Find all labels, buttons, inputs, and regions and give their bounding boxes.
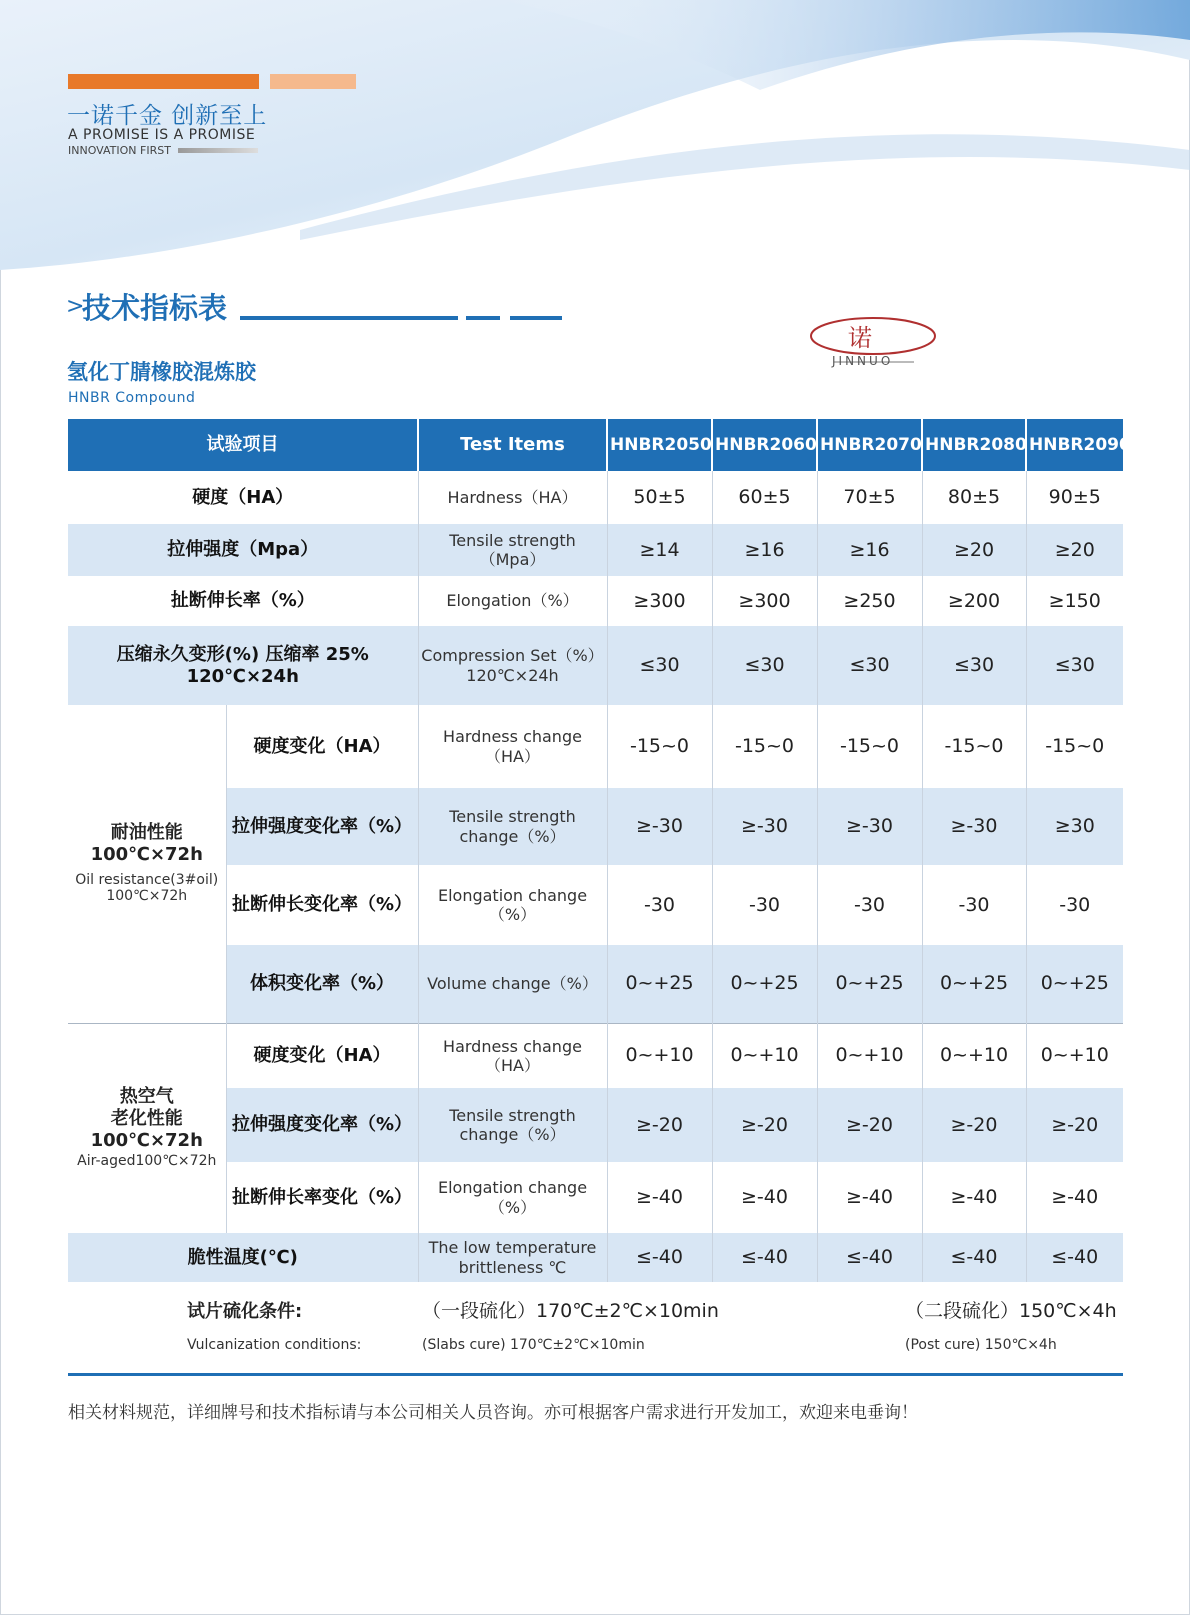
slogan-en-secondary: INNOVATION FIRST: [68, 144, 171, 157]
row-label-cn: 体积变化率（%）: [226, 945, 418, 1023]
row-label-cn: 扯断伸长变化率（%）: [226, 865, 418, 945]
row-label-cn: 拉伸强度（Mpa）: [68, 524, 418, 576]
post-cure-cn: （二段硫化）150℃×4h: [905, 1300, 1117, 1322]
bottom-divider: [68, 1373, 1123, 1376]
chevron-right-icon: >: [66, 294, 85, 319]
post-cure-en: (Post cure) 150℃×4h: [905, 1337, 1057, 1353]
cell-value: ≥-20: [607, 1088, 712, 1162]
section-rule: [240, 316, 458, 320]
header-model: HNBR2050: [607, 419, 712, 471]
row-label-cn: 扯断伸长率（%）: [170, 590, 315, 612]
cell-value: 0~+10: [922, 1023, 1026, 1088]
section-title: 技术指标表: [82, 291, 228, 325]
table-row: [68, 865, 1123, 945]
vulcanization-label-en: Vulcanization conditions:: [187, 1337, 362, 1353]
peach-accent-bar: [270, 74, 356, 89]
cell-value: ≥300: [607, 576, 712, 626]
footer-note: 相关材料规范，详细牌号和技术指标请与本公司相关人员咨询。亦可根据客户需求进行开发加工，欢迎来电垂询！: [68, 1403, 918, 1423]
vulcanization-label-cn: 试片硫化条件:: [187, 1301, 303, 1322]
group-condition: 100℃×72h: [90, 1129, 203, 1151]
slogan-cn: 一诺千金 创新至上: [67, 103, 268, 129]
cell-value: ≥-30: [922, 788, 1026, 865]
cell-value: 90±5: [1026, 471, 1123, 524]
header-model: HNBR2080: [922, 419, 1026, 471]
group-label-oil: [68, 705, 226, 1023]
product-title-cn: 氢化丁腈橡胶混炼胶: [67, 360, 256, 384]
row-label-en: Hardness change（HA）: [418, 705, 607, 788]
group-label-air: [68, 1023, 226, 1233]
cell-value: ≥-20: [817, 1088, 922, 1162]
row-label-cn: 硬度变化（HA）: [226, 705, 418, 788]
cell-value: ≤30: [607, 626, 712, 705]
cell-value: ≥30: [1026, 788, 1123, 865]
cell-value: -15~0: [817, 705, 922, 788]
header-model: HNBR2060: [712, 419, 817, 471]
group-title-cn: 老化性能: [110, 1108, 183, 1130]
cell-value: ≥14: [607, 524, 712, 576]
cell-value: -30: [607, 865, 712, 945]
cell-value: -30: [712, 865, 817, 945]
header-test-items-cn: 试验项目: [68, 419, 418, 471]
table-row: [68, 626, 1123, 705]
cell-value: ≥-40: [607, 1162, 712, 1233]
cell-value: ≤-40: [817, 1233, 922, 1282]
logo-mark: 诺: [848, 324, 872, 352]
group-title-en: Oil resistance(3#oil) 100℃×72h: [75, 871, 219, 905]
cell-value: 0~+25: [607, 945, 712, 1023]
cell-value: ≥-20: [1026, 1088, 1123, 1162]
cell-value: 0~+25: [1026, 945, 1123, 1023]
row-label-en: Elongation change（%）: [418, 1162, 607, 1233]
cell-value: ≥20: [922, 524, 1026, 576]
row-label-en: The low temperature brittleness ℃: [418, 1233, 607, 1282]
orange-accent-bar: [68, 74, 259, 89]
section-rule-dash: [466, 316, 500, 320]
table-header-row: [68, 419, 1123, 471]
cell-value: ≥-30: [607, 788, 712, 865]
slogan-underline: [178, 148, 258, 153]
cell-value: ≥-40: [922, 1162, 1026, 1233]
row-label-en: Tensile strength change（%）: [418, 1088, 607, 1162]
cell-value: ≥-20: [712, 1088, 817, 1162]
cell-value: 0~+25: [712, 945, 817, 1023]
row-label-cn: 扯断伸长率变化（%）: [226, 1162, 418, 1233]
cell-value: 0~+25: [922, 945, 1026, 1023]
table-row: [68, 1088, 1123, 1162]
header-model: HNBR2090: [1026, 419, 1123, 471]
table-row: [68, 705, 1123, 788]
cell-value: 0~+10: [712, 1023, 817, 1088]
row-label-en: Tensile strength（Mpa）: [418, 524, 607, 576]
cell-value: ≥-40: [712, 1162, 817, 1233]
row-label-en: Tensile strength change（%）: [418, 788, 607, 865]
header-model: HNBR2070: [817, 419, 922, 471]
cell-value: 80±5: [922, 471, 1026, 524]
cell-value: 70±5: [817, 471, 922, 524]
cell-value: 50±5: [607, 471, 712, 524]
group-condition: 100℃×72h: [90, 843, 203, 865]
row-label-en: Hardness change（HA）: [418, 1023, 607, 1088]
cell-value: -30: [922, 865, 1026, 945]
table-row: [68, 788, 1123, 865]
slogan-en: A PROMISE IS A PROMISE: [68, 127, 256, 143]
cell-value: ≥300: [712, 576, 817, 626]
cell-value: -15~0: [1026, 705, 1123, 788]
table-row: [68, 1023, 1123, 1088]
row-label-en: Elongation change（%）: [418, 865, 607, 945]
cell-value: ≥16: [817, 524, 922, 576]
cell-value: -15~0: [712, 705, 817, 788]
logo-text: JINNUO: [832, 354, 894, 368]
table-row: [68, 1162, 1123, 1233]
slab-cure-en: (Slabs cure) 170℃±2℃×10min: [422, 1337, 645, 1353]
table-row: [68, 576, 1123, 626]
cell-value: ≤30: [1026, 626, 1123, 705]
cell-value: -30: [1026, 865, 1123, 945]
product-title-en: HNBR Compound: [68, 390, 196, 406]
cell-value: ≥200: [922, 576, 1026, 626]
cell-value: -30: [817, 865, 922, 945]
cell-value: ≥-40: [817, 1162, 922, 1233]
cell-value: ≥20: [1026, 524, 1123, 576]
row-label-cn: 脆性温度(℃): [68, 1233, 418, 1282]
cell-value: ≤-40: [712, 1233, 817, 1282]
group-title-en: Air-aged100℃×72h: [77, 1153, 217, 1170]
cell-value: ≤-40: [922, 1233, 1026, 1282]
cell-value: ≥-20: [922, 1088, 1026, 1162]
section-rule-dash: [510, 316, 562, 320]
cell-value: ≥150: [1026, 576, 1123, 626]
cell-value: ≥250: [817, 576, 922, 626]
header-test-items-en: Test Items: [418, 419, 607, 471]
table-row: [68, 471, 1123, 524]
cell-value: ≤-40: [607, 1233, 712, 1282]
cell-value: ≤-40: [1026, 1233, 1123, 1282]
row-label-cn: 硬度变化（HA）: [226, 1023, 418, 1088]
cell-value: -15~0: [922, 705, 1026, 788]
cell-value: 0~+10: [1026, 1023, 1123, 1088]
row-label-cn: 硬度（HA）: [192, 486, 294, 508]
row-label-cn: 压缩永久变形(%) 压缩率 25% 120℃×24h: [68, 626, 418, 705]
cell-value: ≥16: [712, 524, 817, 576]
cell-value: 0~+10: [607, 1023, 712, 1088]
group-title-cn: 热空气: [119, 1086, 174, 1108]
cell-value: 60±5: [712, 471, 817, 524]
cell-value: 0~+10: [817, 1023, 922, 1088]
cell-value: ≤30: [817, 626, 922, 705]
row-label-cn: 拉伸强度变化率（%）: [226, 1088, 418, 1162]
row-label-en: Compression Set（%）120℃×24h: [418, 626, 607, 705]
slab-cure-cn: （一段硫化）170℃±2℃×10min: [422, 1300, 719, 1322]
table-row: [68, 945, 1123, 1023]
row-label-en: Volume change（%）: [418, 945, 607, 1023]
row-label-en: Elongation（%）: [418, 576, 607, 626]
cell-value: ≥-40: [1026, 1162, 1123, 1233]
table-row: [68, 524, 1123, 576]
cell-value: ≥-30: [712, 788, 817, 865]
row-label-cn: 拉伸强度变化率（%）: [226, 788, 418, 865]
cell-value: ≥-30: [817, 788, 922, 865]
spec-table: [68, 419, 1131, 1282]
cell-value: ≤30: [922, 626, 1026, 705]
group-title-cn: 耐油性能: [110, 822, 183, 844]
cell-value: 0~+25: [817, 945, 922, 1023]
cell-value: -15~0: [607, 705, 712, 788]
row-label-en: Hardness（HA）: [418, 471, 607, 524]
cell-value: ≤30: [712, 626, 817, 705]
table-row: [68, 1233, 1123, 1282]
